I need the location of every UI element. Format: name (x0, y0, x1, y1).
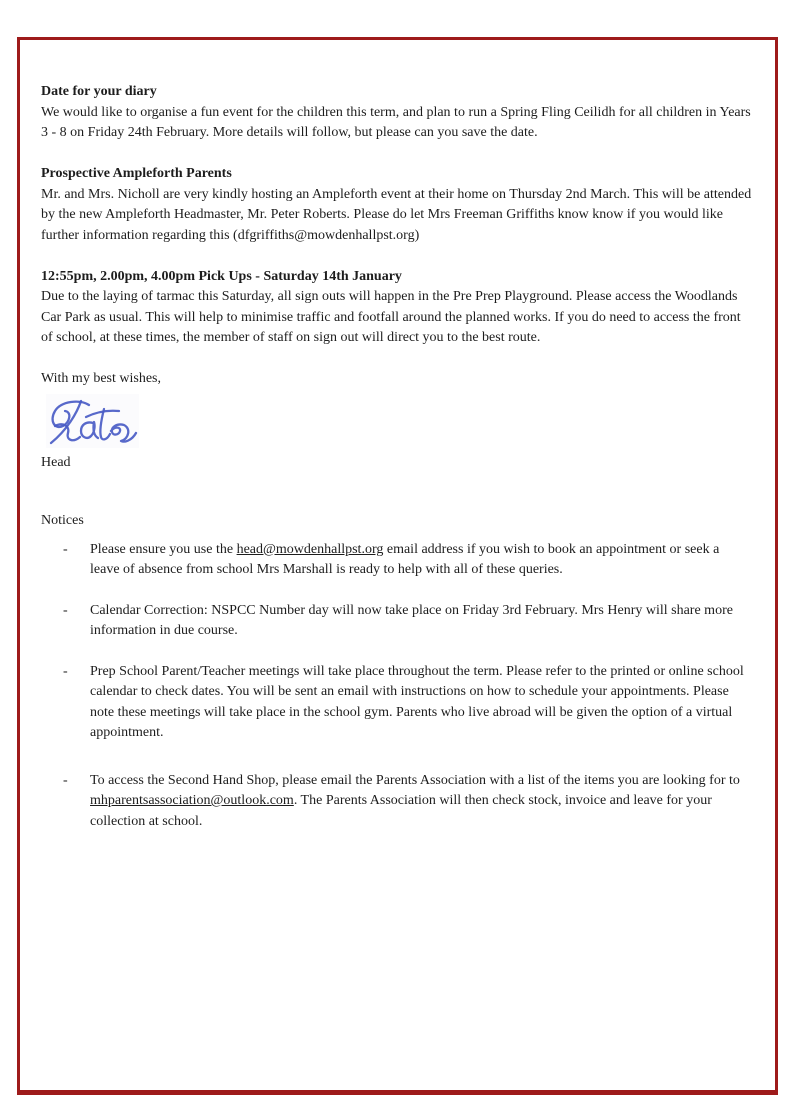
signature-kate-drawing (46, 394, 139, 448)
diary-body: We would like to organise a fun event for the children this term, and plan to run a Spring Fling Ceilidh for all children in Years 3 - 8 on Friday 24th February. More details will follow, but please can you save the date. (41, 104, 751, 140)
notice-text (90, 771, 752, 833)
notice-pre: To access the Second Hand Shop, please email the Parents Association with a list of the items you are looking for to (90, 772, 740, 788)
bullet-dash: - (63, 663, 68, 679)
notice-text: Calendar Correction: NSPCC Number day will now take place on Friday 3rd February. Mrs Henry will share more information in due course. (90, 602, 733, 638)
section-diary (41, 82, 752, 144)
notice-text (90, 540, 752, 581)
notice-post: email address if you wish to book an appointment or seek a leave of absence from school Mrs Marshall is ready to help with all of these queries. (90, 541, 720, 577)
bullet-dash: - (63, 772, 68, 788)
notice-item-second-hand-shop (41, 771, 752, 833)
pickups-heading: 12:55pm, 2.00pm, 4.00pm Pick Ups - Saturday 14th January (41, 268, 402, 284)
letter-page (17, 37, 778, 1095)
closing-salutation: With my best wishes, (41, 371, 161, 386)
notice-item-appointments (41, 540, 752, 581)
section-ampleforth (41, 164, 752, 246)
signature-image (46, 394, 139, 448)
ampleforth-heading: Prospective Ampleforth Parents (41, 166, 232, 181)
diary-heading: Date for your diary (41, 84, 157, 99)
email-link-head[interactable]: head@mowdenhallpst.org (236, 541, 384, 557)
notice-item-calendar-correction (41, 601, 752, 642)
email-link-parents-association[interactable]: mhparentsassociation@outlook.com (90, 793, 294, 808)
notice-pre: Please ensure you use the (90, 541, 237, 557)
signer-title: Head (41, 454, 71, 470)
notices-list (41, 540, 752, 833)
section-pickups (41, 267, 752, 349)
notice-post: . The Parents Association will then check stock, invoice and leave for your collection at school. (90, 793, 712, 829)
bullet-dash: - (63, 541, 68, 557)
notice-item-parent-teacher-meetings (41, 662, 752, 744)
notices-heading: Notices (41, 513, 84, 528)
ampleforth-body: Mr. and Mrs. Nicholl are very kindly hosting an Ampleforth event at their home on Thursday 2nd March. This will be attended by the new Ampleforth Headmaster, Mr. Peter Roberts. Please do let Mrs Freeman Griffiths know know if you would like further information regarding this (dfgriffiths@mowdenhallpst.org) (41, 186, 752, 243)
notice-text: Prep School Parent/Teacher meetings will take place throughout the term. Please refer to the printed or online school calendar to check dates. You will be sent an email with instructions on how to schedule your appointments. Please note these meetings will take place in the school gym. Parents who live abroad will be given the option of a virtual appointment. (90, 663, 744, 740)
pickups-body: Due to the laying of tarmac this Saturday, all sign outs will happen in the Pre Prep Playground. Please access the Woodlands Car Park as usual. This will help to minimise traffic and footfall around the planned works. If you do need to access the front of school, at these times, the member of staff on sign out will direct you to the best route. (41, 289, 741, 345)
bullet-dash: - (63, 602, 68, 618)
